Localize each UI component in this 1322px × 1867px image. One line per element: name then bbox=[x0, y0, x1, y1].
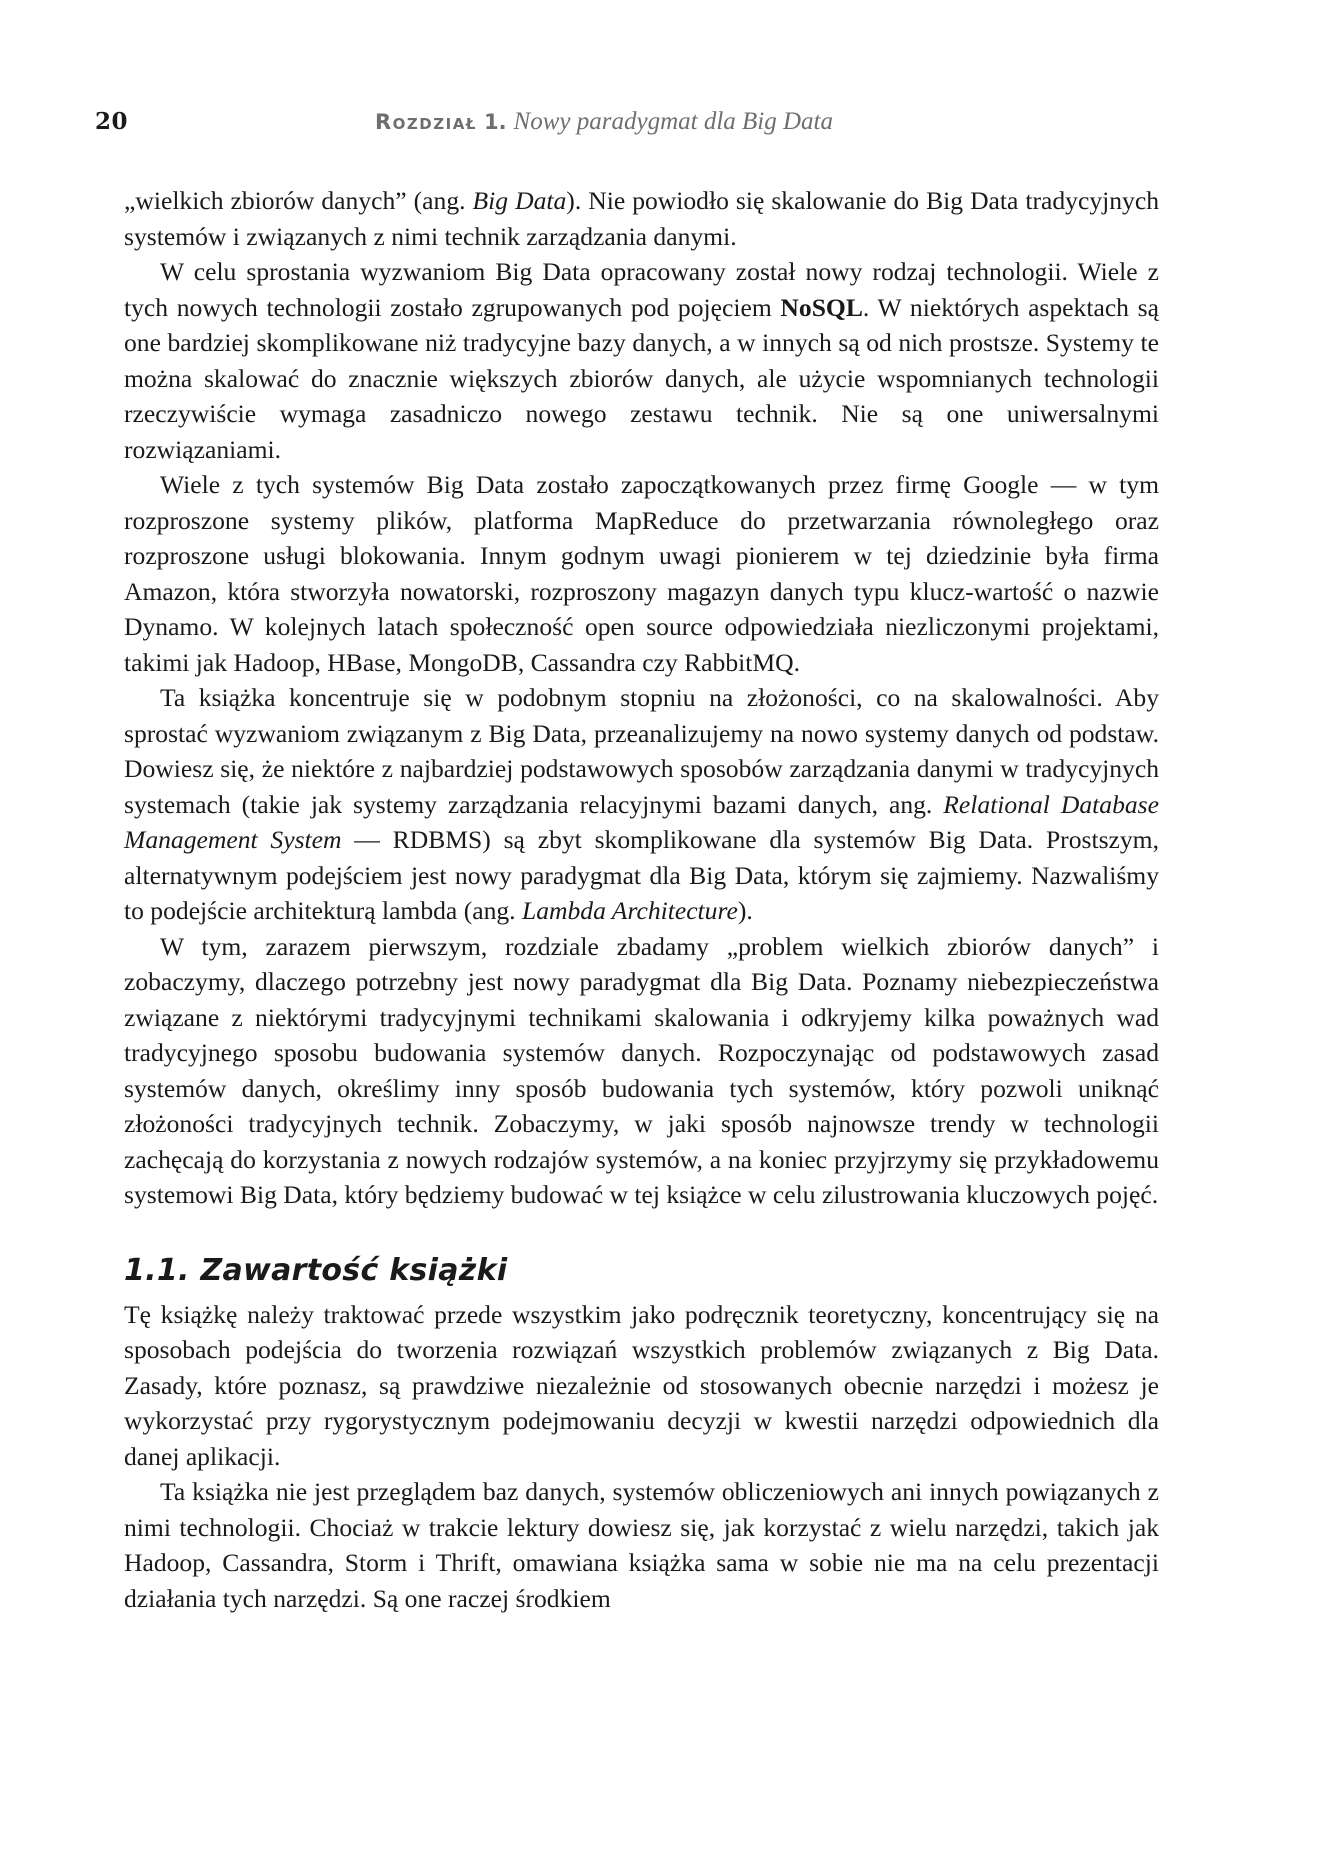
section-heading: 1.1. Zawartość książki bbox=[124, 1252, 508, 1288]
page-number: 20 bbox=[95, 108, 129, 135]
running-head bbox=[95, 108, 1160, 144]
paragraph-4 bbox=[124, 680, 1159, 929]
text-run: — RDBMS) są zbyt skomplikowane dla systemów Big Data. Prostszym, alternatywnym podejściem jest nowy paradygmat dla Big Data, którym się zajmiemy. Nazwaliśmy to podejście architekturą lambda (ang. bbox=[124, 825, 1159, 925]
chapter-title: Nowy paradygmat dla Big Data bbox=[513, 108, 833, 135]
text-run: ). Nie powiodło się skalowanie do Big Data tradycyjnych systemów i związanych z nimi technik zarządzania danymi. bbox=[124, 186, 1159, 251]
text-run: W celu sprostania wyzwaniom Big Data opracowany został nowy rodzaj technologii. Wiele z tych nowych technologii zostało zgrupowanych pod pojęciem bbox=[124, 257, 1159, 322]
paragraph-2 bbox=[124, 254, 1159, 467]
chapter-header bbox=[375, 108, 833, 136]
italic-term: Relational Database Management System bbox=[124, 789, 1159, 854]
body-text bbox=[124, 183, 1159, 1616]
chapter-label: Rozdział bbox=[375, 110, 477, 134]
paragraph-1 bbox=[124, 183, 1159, 254]
bold-term: NoSQL bbox=[780, 292, 863, 322]
italic-term: Big Data bbox=[472, 186, 567, 215]
text-run: ). bbox=[737, 896, 753, 925]
paragraph-7: Ta książka nie jest przeglądem baz danych, systemów obliczeniowych ani innych powiązanych z nimi technologii. Chociaż w trakcie lektury dowiesz się, jak korzystać z wielu narzędzi, takich jak Hadoop, Cassandra, Storm i Thrift, omawiana książka sama w sobie nie ma na celu prezentacji działania tych narzędzi. Są one raczej środkiem bbox=[124, 1477, 1159, 1613]
italic-term: Lambda Architecture bbox=[521, 896, 738, 925]
text-run: „wielkich zbiorów danych” (ang. bbox=[124, 186, 473, 215]
text-run: . W niektórych aspektach są one bardziej skomplikowane niż tradycyjne bazy danych, a w innych są od nich prostsze. Systemy te można skalować do znacznie większych zbiorów danych, ale użycie wspomnianych technologii rzeczywiście wymaga zasadniczo nowego zestawu technik. Nie są one uniwersalnymi rozwiązaniami. bbox=[124, 292, 1159, 464]
text-run: Ta książka koncentruje się w podobnym stopniu na złożoności, co na skalowalności. Aby sprostać wyzwaniom związanym z Big Data, przeanalizujemy na nowo systemy danych od podstaw. Dowiesz się, że niektóre z najbardziej podstawowych sposobów zarządzania danymi w tradycyjnych systemach (takie jak systemy zarządzania relacyjnymi bazami danych, ang. bbox=[124, 683, 1159, 819]
chapter-number: 1. bbox=[483, 110, 507, 134]
paragraph-3: Wiele z tych systemów Big Data zostało zapoczątkowanych przez firmę Google — w tym rozproszone systemy plików, platforma MapReduce do przetwarzania równoległego oraz rozproszone usługi blokowania. Innym godnym uwagi pionierem w tej dziedzinie była firma Amazon, która stworzyła nowatorski, rozproszony magazyn danych typu klucz-wartość o nazwie Dynamo. W kolejnych latach społeczność open source odpowiedziała niezliczonymi projektami, takimi jak Hadoop, HBase, MongoDB, Cassandra czy RabbitMQ. bbox=[124, 470, 1159, 677]
paragraph-6: Tę książkę należy traktować przede wszystkim jako podręcznik teoretyczny, koncentrujący się na sposobach podejścia do tworzenia rozwiązań wszystkich problemów związanych z Big Data. Zasady, które poznasz, są prawdziwe niezależnie od stosowanych obecnie narzędzi i możesz je wykorzystać przy rygorystycznym podejmowaniu decyzji w kwestii narzędzi odpowiednich dla danej aplikacji. bbox=[124, 1299, 1159, 1471]
paragraph-5: W tym, zarazem pierwszym, rozdziale zbadamy „problem wielkich zbiorów danych” i zobaczymy, dlaczego potrzebny jest nowy paradygmat dla Big Data. Poznamy niebezpieczeństwa związane z niektórymi tradycyjnymi technikami skalowania i odkryjemy kilka poważnych wad tradycyjnego sposobu budowania systemów danych. Rozpoczynając od podstawowych zasad systemów danych, określimy inny sposób budowania tych systemów, który pozwoli uniknąć złożoności tradycyjnych technik. Zobaczymy, w jaki sposób najnowsze trendy w technologii zachęcają do korzystania z nowych rodzajów systemów, a na koniec przyjrzymy się przykładowemu systemowi Big Data, który będziemy budować w tej książce w celu zilustrowania kluczowych pojęć. bbox=[124, 931, 1159, 1209]
